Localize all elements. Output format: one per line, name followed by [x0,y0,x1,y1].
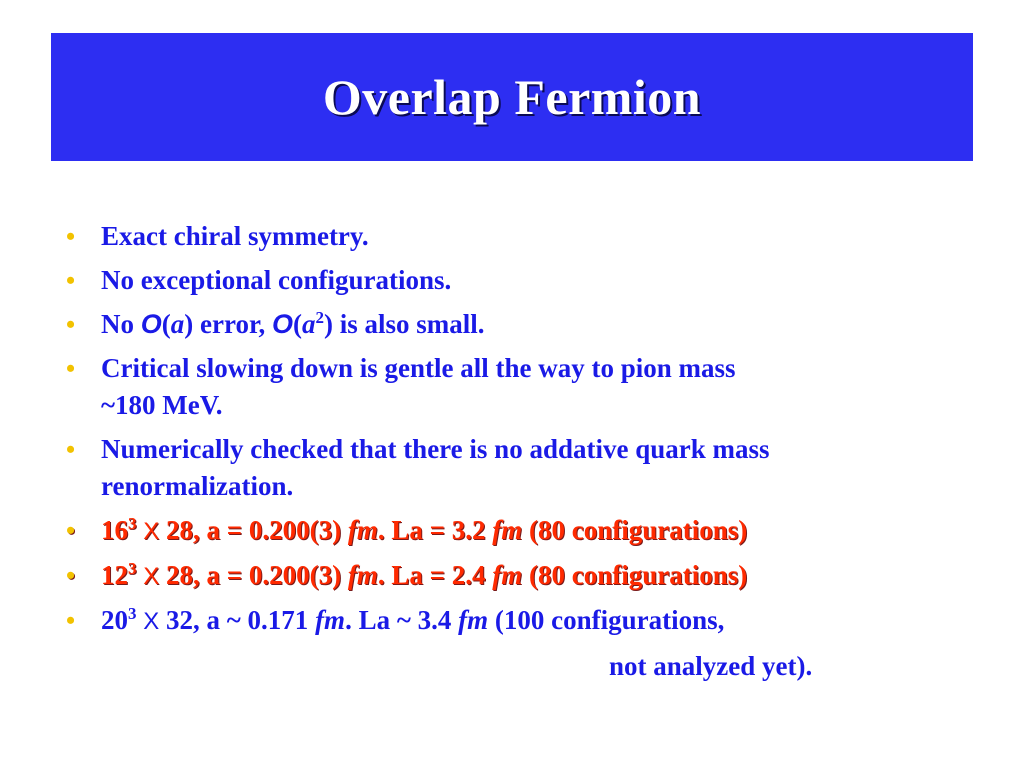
unit-fm: fm [458,605,489,635]
times-symbol: X [143,608,160,635]
bullet-text-part: ( [293,309,302,339]
bullet-dot-icon: • [66,310,76,339]
bullet-text-part: (100 configurations, [488,605,725,635]
big-o-symbol: O [271,309,293,339]
bullet-item-exceptional [62,262,982,299]
bullet-text-part: (80 configurations) [522,515,748,545]
slide-title: Overlap Fermion [322,69,702,125]
superscript: 3 [128,514,137,533]
superscript: 2 [315,308,324,327]
bullet-text-part: . La = 2.4 [377,560,493,590]
bullet-continuation-line: not analyzed yet). [609,651,813,681]
bullet-text: Exact chiral symmetry. [101,221,369,251]
bullet-text-part: No [101,309,141,339]
bullet-item-lattice-12 [62,557,982,595]
bullet-text-part: ) is also small. [324,309,485,339]
bullet-dot-icon: • [66,516,76,545]
superscript: 3 [128,559,137,578]
bullet-text-part: 28, a = 0.200(3) [159,515,348,545]
bullet-text-part: 32, a ~ 0.171 [159,605,316,635]
big-o-symbol: O [140,309,162,339]
bullet-dot-icon: • [66,435,76,464]
bullet-text-line: Numerically checked that there is no addative quark mass [101,434,770,464]
bullet-text-line: Critical slowing down is gentle all the way to pion mass [101,353,736,383]
bullet-dot-icon: • [66,561,76,590]
bullet-text-part: ( [161,309,171,339]
lattice-spacing-symbol: a [170,309,185,339]
unit-fm: fm [347,560,378,590]
bullet-text: No exceptional configurations. [101,265,452,295]
bullet-text-line: renormalization. [101,471,294,501]
unit-fm: fm [347,515,378,545]
bullet-list [62,218,982,692]
bullet-item-exact-chiral [62,218,982,255]
times-symbol: X [143,563,160,590]
bullet-item-order-a-error [62,306,982,343]
title-banner [51,33,973,161]
bullet-text-part: 28, a = 0.200(3) [159,560,348,590]
lattice-size: 20 [101,605,128,635]
lattice-size: 12 [101,560,128,590]
times-symbol: X [143,518,160,545]
unit-fm: fm [492,560,523,590]
bullet-dot-icon: • [66,222,76,251]
bullet-text-part: ) error, [184,309,272,339]
superscript: 3 [128,604,137,623]
bullet-item-lattice-20 [62,602,982,685]
lattice-spacing-symbol: a [302,309,316,339]
unit-fm: fm [315,605,346,635]
bullet-dot-icon: • [66,266,76,295]
bullet-dot-icon: • [66,354,76,383]
lattice-size: 16 [101,515,128,545]
bullet-item-lattice-16 [62,512,982,550]
bullet-text-line: ~180 MeV. [101,390,223,420]
bullet-text-part: (80 configurations) [522,560,748,590]
bullet-text-part: . La = 3.2 [377,515,493,545]
bullet-item-numerically-checked [62,431,982,505]
bullet-text-part: . La ~ 3.4 [345,605,459,635]
bullet-dot-icon: • [66,606,76,635]
unit-fm: fm [492,515,523,545]
bullet-item-critical-slowing [62,350,982,424]
